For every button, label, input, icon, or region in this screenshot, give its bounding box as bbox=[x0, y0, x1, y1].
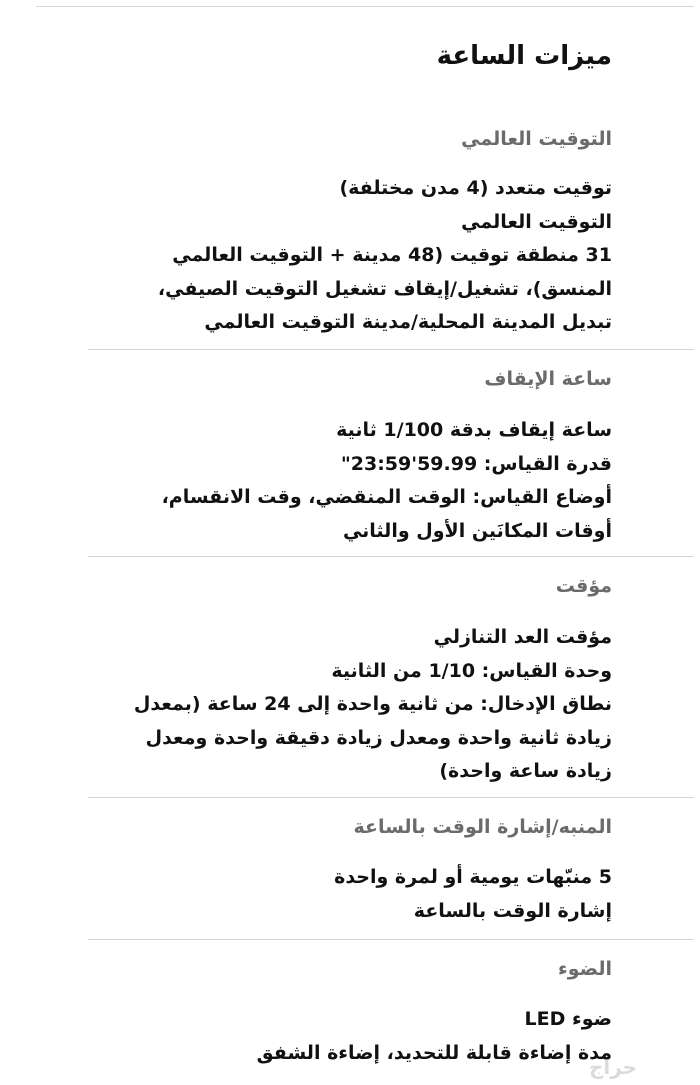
spec-line: تبديل المدينة المحلية/مدينة التوقيت العالمي bbox=[204, 311, 612, 333]
section-timer bbox=[88, 573, 612, 789]
section-body bbox=[88, 172, 612, 340]
spec-line: قدرة القياس: 59.99'23:59" bbox=[340, 452, 612, 475]
top-divider bbox=[36, 6, 694, 7]
spec-line: إشارة الوقت بالساعة bbox=[413, 899, 612, 922]
spec-line: التوقيت العالمي bbox=[461, 210, 612, 233]
section-divider bbox=[88, 556, 694, 557]
spec-line: توقيت متعدد (4 مدن مختلفة) bbox=[339, 177, 612, 199]
spec-line: 5 منبّهات يومية أو لمرة واحدة bbox=[334, 866, 612, 888]
section-body bbox=[88, 621, 612, 789]
section-body bbox=[88, 861, 612, 928]
spec-line: زيادة ثانية واحدة ومعدل زيادة دقيقة واحدة ومعدل bbox=[145, 726, 612, 749]
section-divider bbox=[88, 939, 694, 940]
section-divider bbox=[88, 797, 694, 798]
section-body bbox=[88, 1003, 612, 1070]
spec-line: نطاق الإدخال: من ثانية واحدة إلى 24 ساعة (بمعدل bbox=[133, 693, 612, 715]
section-heading: ساعة الإيقاف bbox=[484, 368, 612, 390]
watermark-logo bbox=[538, 1052, 688, 1082]
spec-line: مؤقت العد التنازلي bbox=[433, 626, 612, 648]
spec-line: 31 منطقة توقيت (48 مدينة + التوقيت العالمي bbox=[172, 244, 612, 266]
spec-line: أوقات المكانَين الأول والثاني bbox=[342, 519, 612, 542]
section-heading: الضوء bbox=[558, 958, 612, 980]
section-alarm bbox=[88, 814, 612, 928]
section-body bbox=[88, 414, 612, 548]
section-light bbox=[88, 956, 612, 1070]
spec-line: زيادة ساعة واحدة) bbox=[439, 760, 612, 782]
spec-line: أوضاع القياس: الوقت المنقضي، وقت الانقسام، bbox=[161, 486, 612, 508]
section-stopwatch bbox=[88, 366, 612, 548]
section-heading: التوقيت العالمي bbox=[461, 128, 612, 150]
spec-line: المنسق)، تشغيل/إيقاف تشغيل التوقيت الصيفي، bbox=[157, 277, 612, 300]
spec-line: وحدة القياس: 1/10 من الثانية bbox=[331, 659, 612, 682]
watermark-text: حراج bbox=[588, 1055, 638, 1079]
section-heading: مؤقت bbox=[555, 575, 612, 597]
section-heading: المنبه/إشارة الوقت بالساعة bbox=[353, 816, 612, 838]
spec-line: ضوء LED bbox=[524, 1008, 612, 1030]
section-divider bbox=[88, 349, 694, 350]
spec-line: مدة إضاءة قابلة للتحديد، إضاءة الشفق bbox=[256, 1041, 612, 1064]
spec-line: ساعة إيقاف بدقة 1/100 ثانية bbox=[336, 419, 612, 441]
page-title: ميزات الساعة bbox=[436, 41, 612, 71]
section-world-time bbox=[88, 126, 612, 340]
